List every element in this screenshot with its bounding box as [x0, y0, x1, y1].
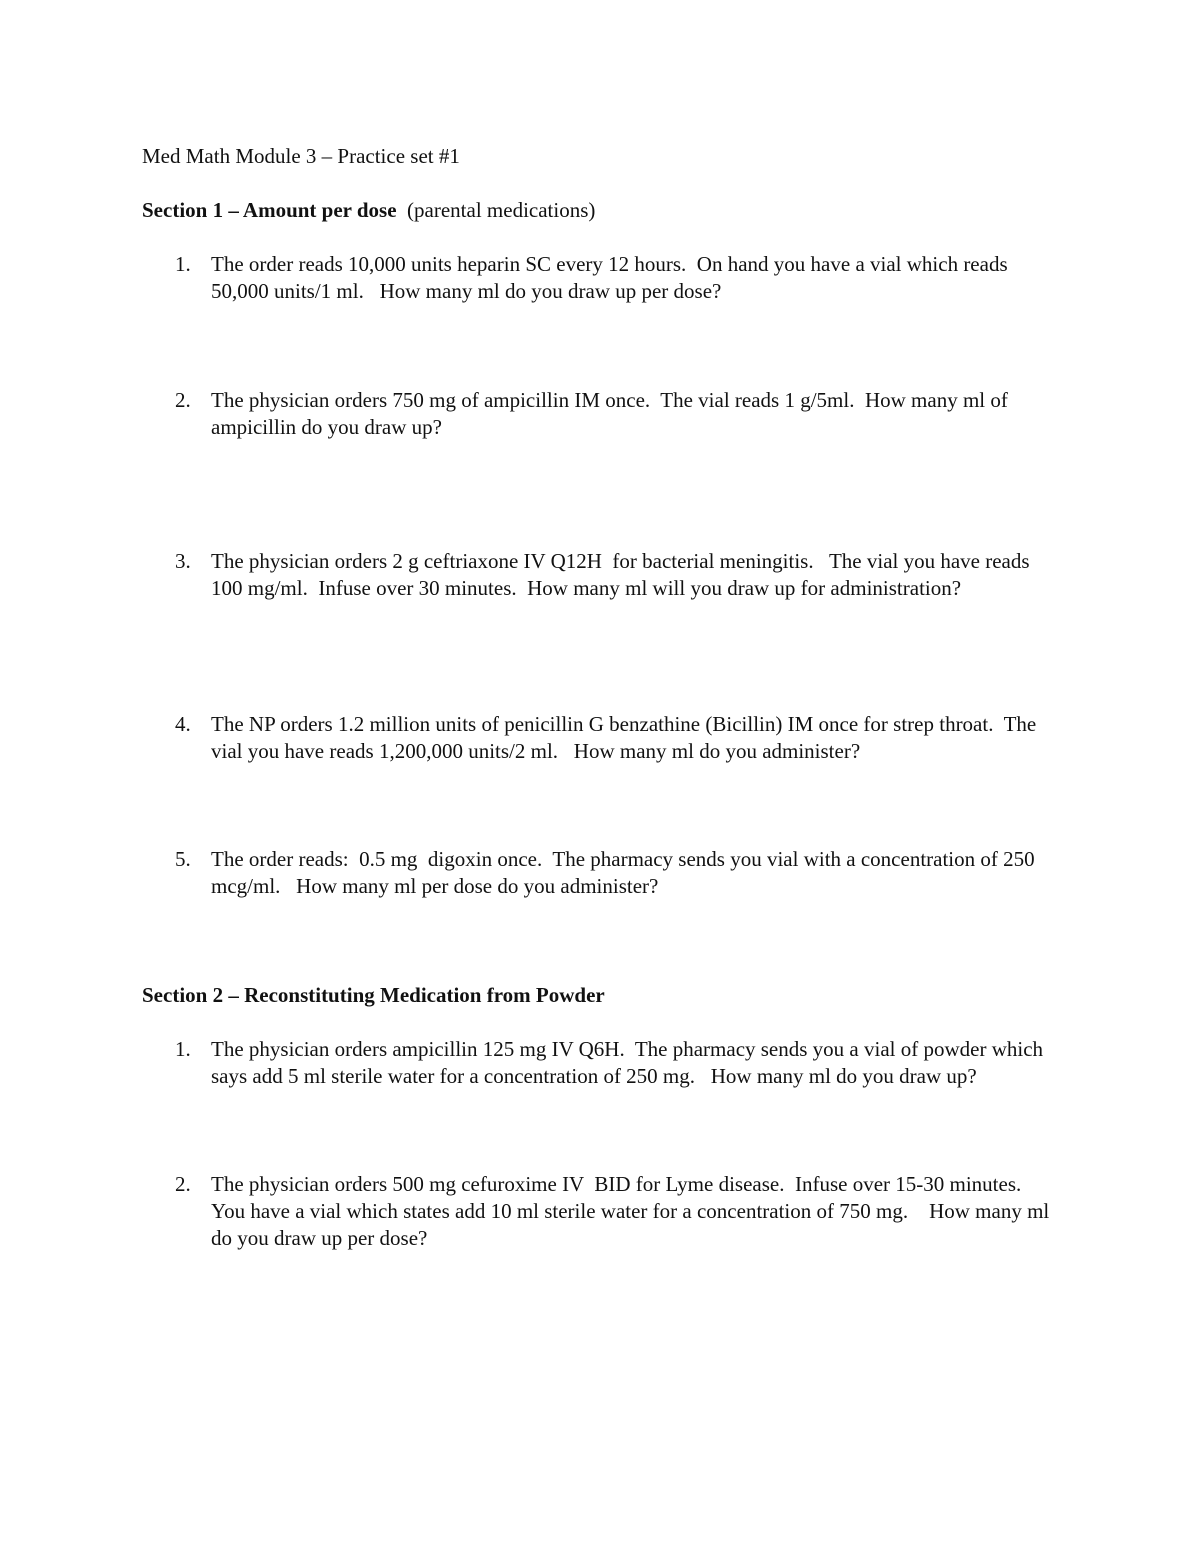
question-number: 1.: [175, 1037, 191, 1061]
section-2-heading: [142, 982, 605, 1009]
section-1-question-5: [142, 846, 1062, 900]
section-1-question-1: [142, 251, 1062, 305]
question-number: 5.: [175, 847, 191, 871]
question-text: The order reads 10,000 units heparin SC every 12 hours. On hand you have a vial which reads 50,000 units/1 ml. How many ml do you draw up per dose?: [211, 252, 1013, 303]
question-text: The physician orders 2 g ceftriaxone IV Q12H for bacterial meningitis. The vial you have reads 100 mg/ml. Infuse over 30 minutes. How many ml will you draw up for administration?: [211, 549, 1035, 600]
section-1-heading-bold: Section 1 – Amount per dose: [142, 198, 397, 222]
section-1-question-3: [142, 548, 1062, 602]
question-text: The NP orders 1.2 million units of penicillin G benzathine (Bicillin) IM once for strep throat. The vial you have reads 1,200,000 units/2 ml. How many ml do you administer?: [211, 712, 1042, 763]
section-1-heading: [142, 197, 595, 224]
question-text: The order reads: 0.5 mg digoxin once. The pharmacy sends you vial with a concentration of 250 mcg/ml. How many ml per dose do you administer?: [211, 847, 1040, 898]
section-2-question-2: [142, 1171, 1062, 1252]
document-title: Med Math Module 3 – Practice set #1: [142, 144, 460, 168]
section-2-heading-bold: Section 2 – Reconstituting Medication from Powder: [142, 983, 605, 1007]
question-text: The physician orders ampicillin 125 mg IV Q6H. The pharmacy sends you a vial of powder which says add 5 ml sterile water for a concentration of 250 mg. How many ml do you draw up?: [211, 1037, 1049, 1088]
section-1-question-4: [142, 711, 1062, 765]
section-1-heading-note: (parental medications): [396, 198, 596, 222]
section-2-question-1: [142, 1036, 1062, 1090]
section-1-question-2: [142, 387, 1062, 441]
question-text: The physician orders 500 mg cefuroxime IV BID for Lyme disease. Infuse over 15-30 minutes. You have a vial which states add 10 ml sterile water for a concentration of 750 mg. How many ml do you draw up per dose?: [211, 1172, 1055, 1250]
question-number: 3.: [175, 549, 191, 573]
question-number: 2.: [175, 1172, 191, 1196]
question-number: 1.: [175, 252, 191, 276]
question-number: 4.: [175, 712, 191, 736]
question-text: The physician orders 750 mg of ampicillin IM once. The vial reads 1 g/5ml. How many ml of ampicillin do you draw up?: [211, 388, 1014, 439]
question-number: 2.: [175, 388, 191, 412]
